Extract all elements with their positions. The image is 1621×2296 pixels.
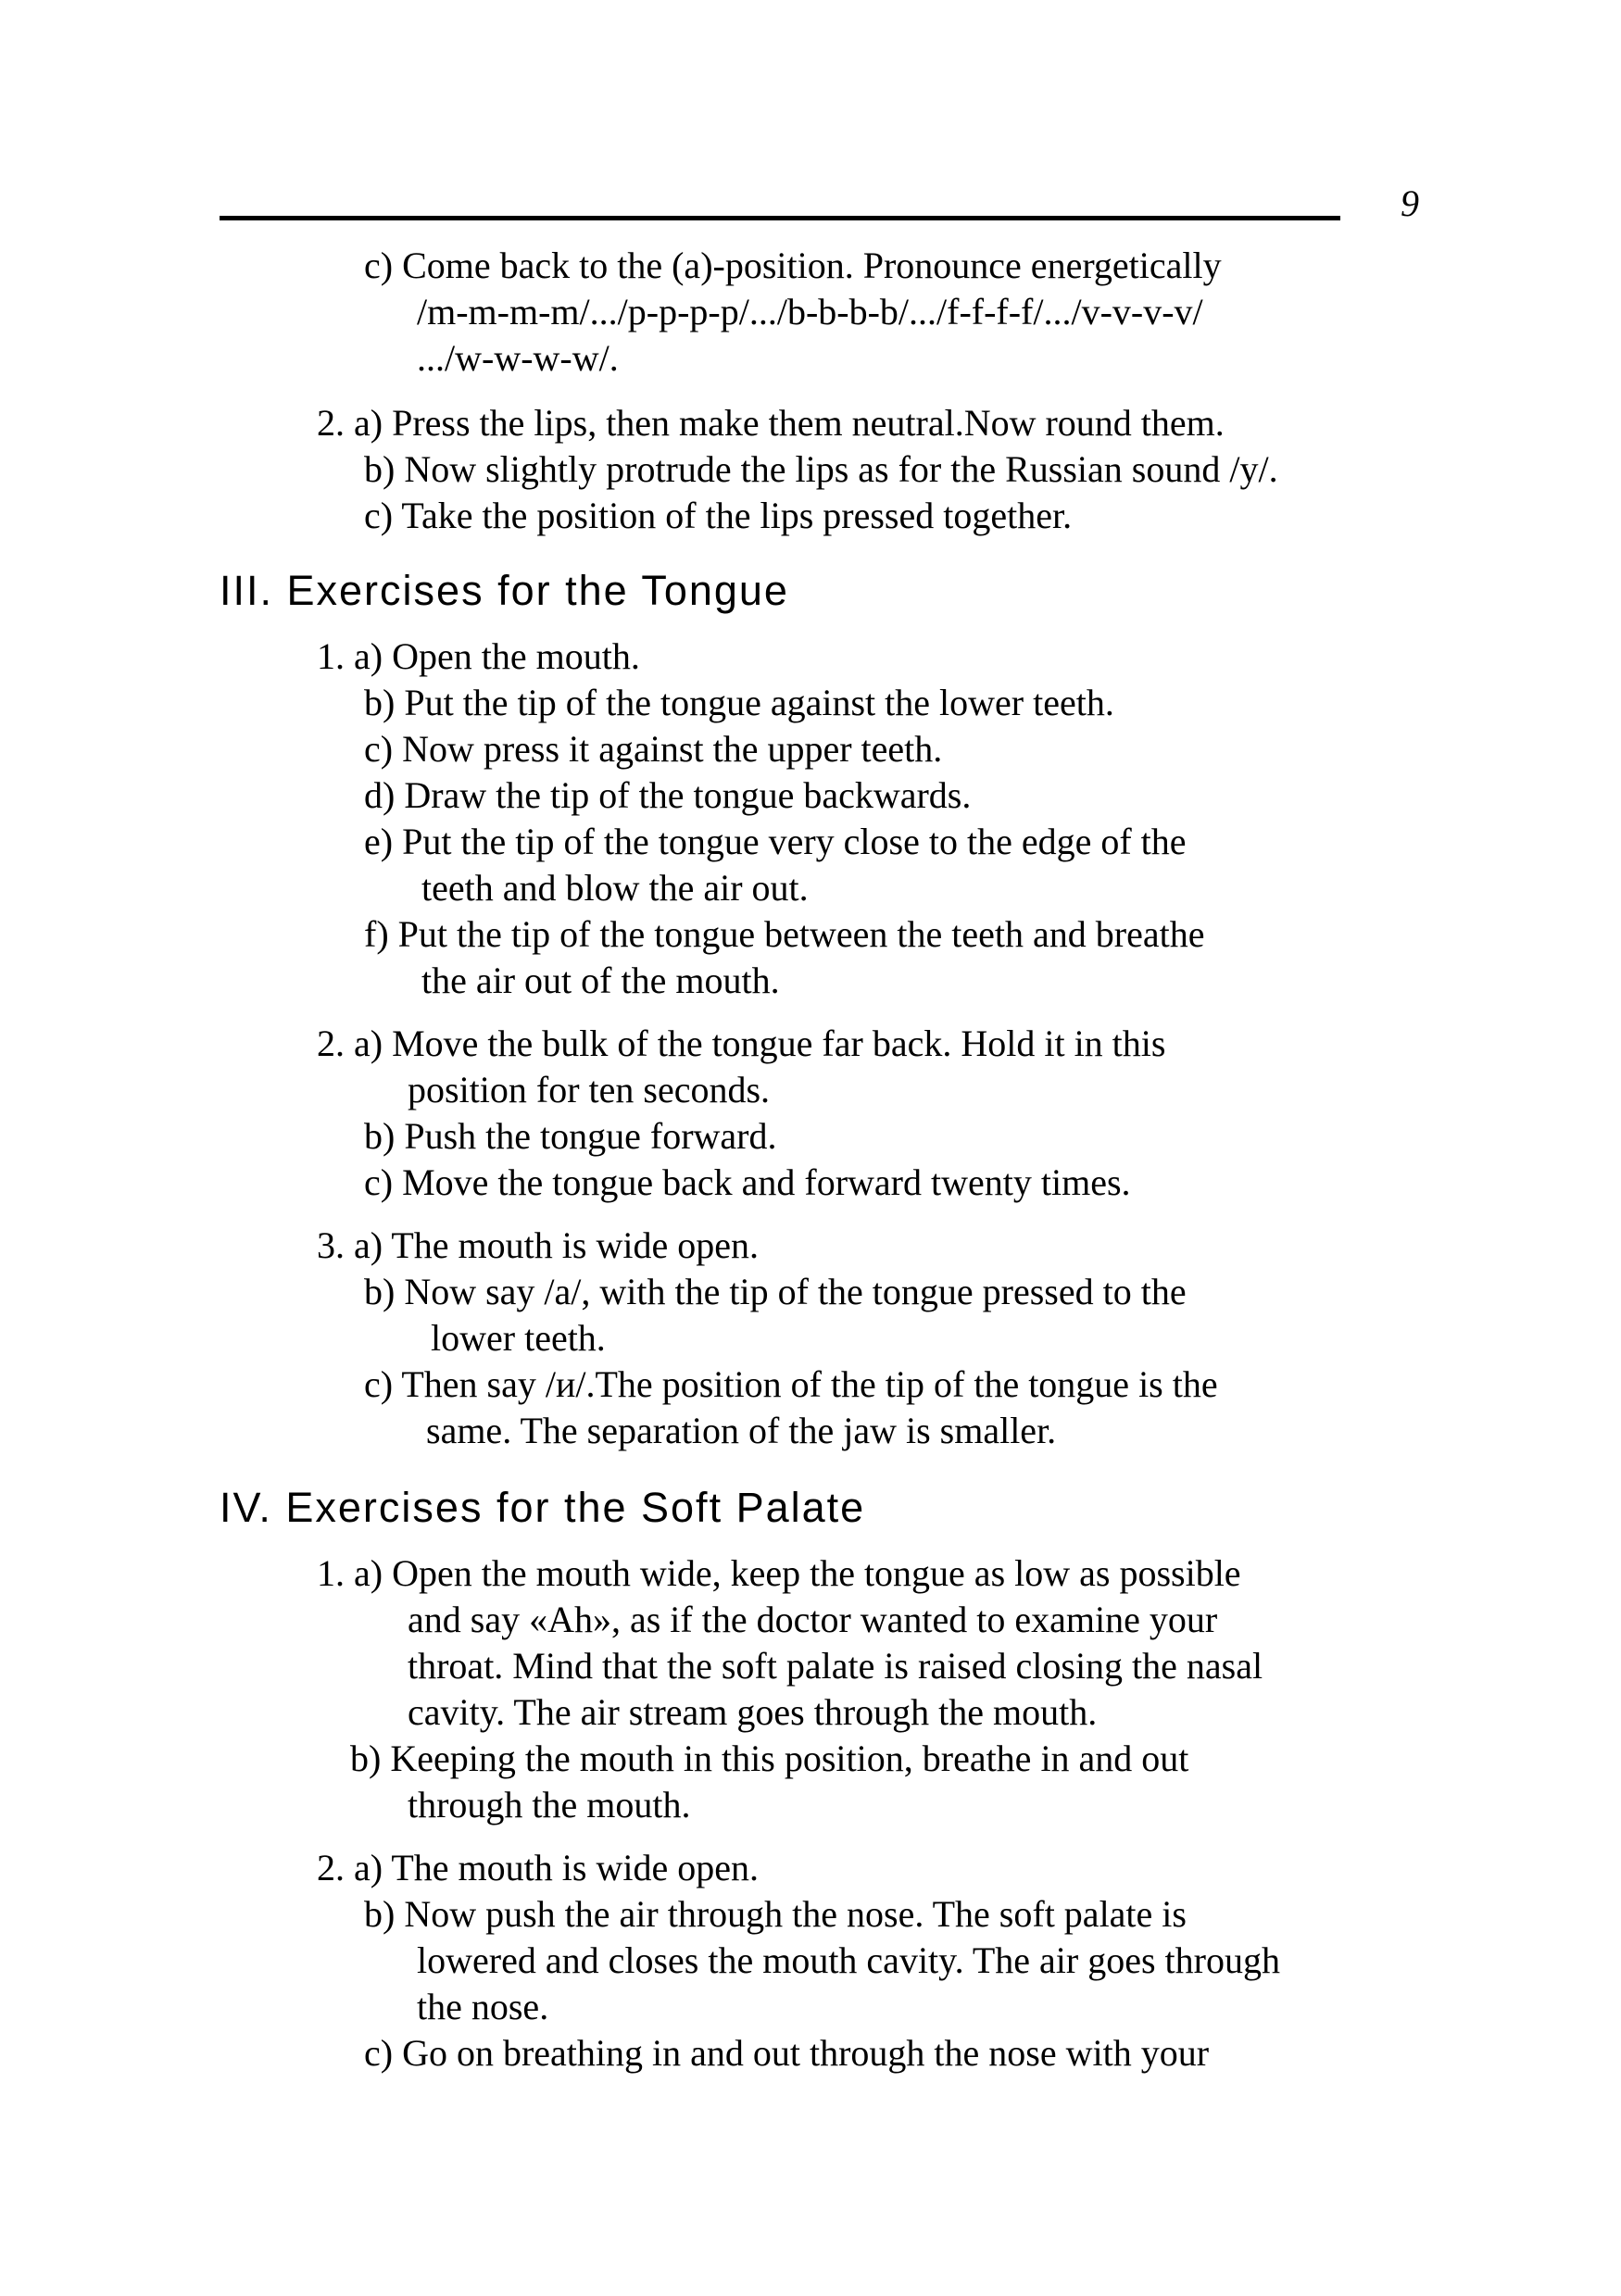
lips2-c [364, 493, 1072, 539]
item-marker: c) [364, 1363, 394, 1405]
item-text: Now push the air through the nose. The soft palate is [404, 1893, 1187, 1935]
item-text: Move the bulk of the tongue far back. Hold it in this [392, 1023, 1166, 1064]
item-text: Push the tongue forward. [404, 1115, 777, 1157]
item-text: Now press it against the upper teeth. [402, 728, 943, 770]
item-marker: a) [354, 402, 383, 444]
tongue3-b-line1 [364, 1269, 1187, 1315]
item-text: Put the tip of the tongue between the teeth and breathe [397, 913, 1205, 955]
item-marker: f) [364, 913, 389, 955]
palate2-b-line3: the nose. [417, 1986, 549, 2027]
item-text: Open the mouth wide, keep the tongue as low as possible [392, 1552, 1241, 1594]
section-heading-tongue: III. Exercises for the Tongue [220, 567, 789, 614]
lips2-b [364, 446, 1278, 493]
tongue1-e-line1 [364, 819, 1187, 865]
palate1-a-line2: and say «Ah», as if the doctor wanted to examine your [408, 1599, 1218, 1640]
item-marker: a) [354, 1224, 383, 1266]
item-number: 2. [317, 1847, 345, 1888]
item-number: 2. [317, 1023, 345, 1064]
tongue2-a-line1 [317, 1021, 1165, 1067]
section-heading-soft-palate: IV. Exercises for the Soft Palate [220, 1484, 866, 1531]
item-marker: a) [354, 1847, 383, 1888]
intro-c-line1 [364, 243, 1222, 289]
palate1-b-line1 [350, 1736, 1188, 1782]
palate2-b-line1 [364, 1891, 1187, 1938]
tongue1-b [364, 680, 1114, 726]
intro-c-line2: /m-m-m-m/.../p-p-p-p/.../b-b-b-b/.../f-f-f-f/.../v-v-v-v/ [417, 291, 1203, 332]
item-text: The mouth is wide open. [391, 1847, 759, 1888]
item-marker: d) [364, 774, 396, 816]
tongue1-e-line2: teeth and blow the air out. [421, 867, 809, 909]
palate1-a-line3: throat. Mind that the soft palate is raised closing the nasal [408, 1645, 1263, 1687]
item-marker: b) [364, 1115, 396, 1157]
tongue3-c-line2: same. The separation of the jaw is smaller. [426, 1410, 1057, 1451]
item-number: 2. [317, 402, 345, 444]
item-marker: a) [354, 635, 383, 677]
tongue1-c [364, 726, 942, 772]
item-marker: b) [350, 1738, 382, 1779]
item-marker: b) [364, 1271, 396, 1312]
item-marker: b) [364, 682, 396, 723]
palate1-a-line4: cavity. The air stream goes through the mouth. [408, 1691, 1098, 1733]
tongue1-f-line2: the air out of the mouth. [421, 960, 780, 1001]
tongue1-d [364, 772, 971, 819]
palate1-a-line1 [317, 1550, 1241, 1597]
item-number: 1. [317, 1552, 345, 1594]
item-text: The mouth is wide open. [391, 1224, 759, 1266]
item-marker: e) [364, 821, 394, 862]
item-text: Open the mouth. [392, 635, 640, 677]
page-number: 9 [1401, 182, 1419, 224]
item-marker: c) [364, 2032, 394, 2074]
item-text: Take the position of the lips pressed together. [401, 495, 1073, 536]
item-text: Keeping the mouth in this position, breathe in and out [390, 1738, 1189, 1779]
item-marker: c) [364, 245, 394, 286]
item-text: Put the tip of the tongue against the lower teeth. [404, 682, 1114, 723]
item-text: Draw the tip of the tongue backwards. [404, 774, 972, 816]
item-number: 1. [317, 635, 345, 677]
tongue1-f-line1 [364, 911, 1204, 958]
tongue1-a [317, 634, 640, 680]
palate2-a [317, 1845, 759, 1891]
item-text: Go on breathing in and out through the nose with your [402, 2032, 1210, 2074]
palate1-b-line2: through the mouth. [408, 1784, 691, 1826]
item-text: Now say /a/, with the tip of the tongue pressed to the [404, 1271, 1187, 1312]
item-marker: c) [364, 1161, 394, 1203]
item-marker: a) [354, 1552, 383, 1594]
item-marker: b) [364, 1893, 396, 1935]
palate2-c [364, 2030, 1209, 2076]
page-top-rule [220, 216, 1340, 220]
item-marker: b) [364, 448, 396, 490]
tongue2-b [364, 1113, 776, 1160]
item-text: Then say /и/.The position of the tip of the tongue is the [401, 1363, 1218, 1405]
tongue2-c [364, 1160, 1131, 1206]
item-text: Now slightly protrude the lips as for the Russian sound /y/. [404, 448, 1278, 490]
item-text: Press the lips, then make them neutral.Now round them. [392, 402, 1225, 444]
palate2-b-line2: lowered and closes the mouth cavity. The air goes through [417, 1939, 1280, 1981]
tongue3-a [317, 1223, 759, 1269]
item-marker: a) [354, 1023, 383, 1064]
item-marker: c) [364, 728, 394, 770]
item-text: Put the tip of the tongue very close to the edge of the [402, 821, 1187, 862]
item-marker: c) [364, 495, 394, 536]
tongue3-c-line1 [364, 1361, 1218, 1408]
tongue3-b-line2: lower teeth. [431, 1317, 606, 1359]
intro-c-line3: .../w-w-w-w/. [417, 337, 619, 379]
item-text: Come back to the (a)-position. Pronounce energetically [402, 245, 1222, 286]
item-number: 3. [317, 1224, 345, 1266]
tongue2-a-line2: position for ten seconds. [408, 1069, 771, 1110]
item-text: Move the tongue back and forward twenty times. [402, 1161, 1131, 1203]
lips2-a [317, 400, 1225, 446]
